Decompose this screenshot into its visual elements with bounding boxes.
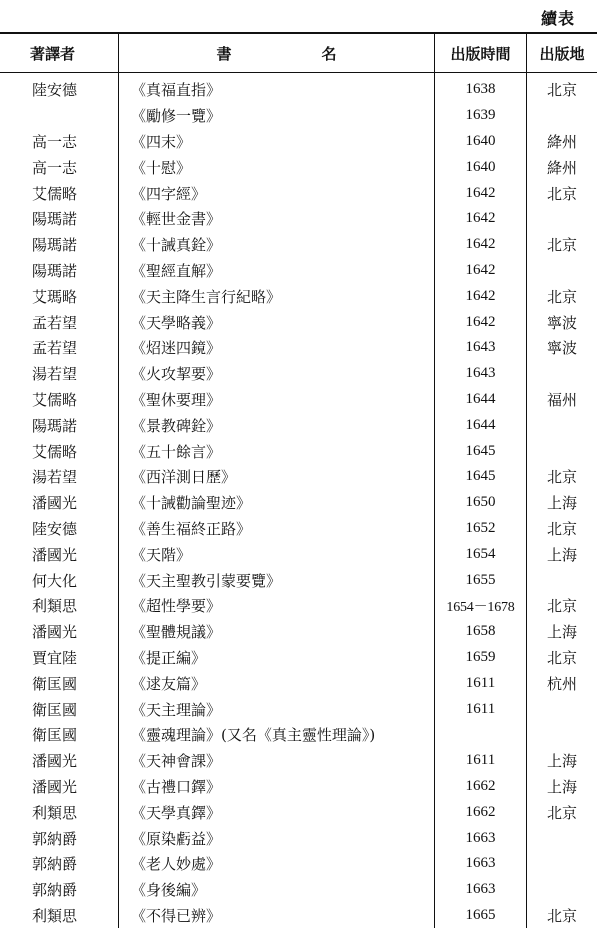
row-place: [527, 825, 597, 851]
row-author: 孟若望: [0, 335, 119, 361]
row-title: 《西洋測日歷》: [119, 464, 435, 490]
row-author: 艾儒略: [0, 438, 119, 464]
row-year: 1652: [435, 516, 527, 542]
row-author: [0, 103, 119, 129]
row-place: 絳州: [527, 129, 597, 155]
row-title: 《景教碑銓》: [119, 412, 435, 438]
row-place: 北京: [527, 464, 597, 490]
row-author: 湯若望: [0, 361, 119, 387]
row-title: 《十慰》: [119, 154, 435, 180]
row-title: 《四字經》: [119, 180, 435, 206]
table-row: [0, 567, 597, 593]
continued-table-label: 續表: [541, 6, 575, 29]
header-place: 出版地: [527, 34, 597, 72]
row-author: 艾儒略: [0, 387, 119, 413]
header-title: [119, 34, 435, 72]
row-author: 潘國光: [0, 774, 119, 800]
row-place: [527, 567, 597, 593]
row-title: 《身後編》: [119, 877, 435, 903]
row-year: 1611: [435, 748, 527, 774]
row-author: 衛匡國: [0, 696, 119, 722]
row-place: 上海: [527, 490, 597, 516]
row-year: 1642: [435, 206, 527, 232]
row-title: 《十誡勸論聖迹》: [119, 490, 435, 516]
row-year: 1658: [435, 619, 527, 645]
row-year: 1642: [435, 180, 527, 206]
row-place: [527, 438, 597, 464]
row-title: 《天主理論》: [119, 696, 435, 722]
row-title: 《原染虧益》: [119, 825, 435, 851]
row-author: 湯若望: [0, 464, 119, 490]
row-author: 潘國光: [0, 748, 119, 774]
table-row: [0, 825, 597, 851]
table-row: [0, 103, 597, 129]
row-year: 1654－1678: [435, 593, 527, 619]
table-row: [0, 851, 597, 877]
row-author: 郭納爵: [0, 877, 119, 903]
row-title: 《靈魂理論》(又名《真主靈性理論》): [119, 722, 435, 748]
row-place: [527, 851, 597, 877]
row-title: 《四末》: [119, 129, 435, 155]
header-title-left: 書: [216, 43, 231, 64]
row-author: 潘國光: [0, 541, 119, 567]
table-row: [0, 696, 597, 722]
table-row: [0, 877, 597, 903]
row-place: 杭州: [527, 670, 597, 696]
row-author: 孟若望: [0, 309, 119, 335]
row-year: 1665: [435, 903, 527, 928]
row-year: 1663: [435, 877, 527, 903]
row-title: 《天學真鐸》: [119, 799, 435, 825]
table-row: [0, 516, 597, 542]
table-row: [0, 232, 597, 258]
row-author: 賈宜陸: [0, 645, 119, 671]
table-row: [0, 774, 597, 800]
row-place: [527, 258, 597, 284]
row-place: 上海: [527, 774, 597, 800]
row-place: 上海: [527, 748, 597, 774]
row-title: 《十誡真銓》: [119, 232, 435, 258]
row-title: 《火攻挈要》: [119, 361, 435, 387]
row-title: 《超性學要》: [119, 593, 435, 619]
row-year: 1654: [435, 541, 527, 567]
row-author: 高一志: [0, 154, 119, 180]
row-year: 1645: [435, 438, 527, 464]
row-year: 1638: [435, 77, 527, 103]
row-year: 1642: [435, 283, 527, 309]
book-table: [0, 32, 597, 928]
row-place: 北京: [527, 903, 597, 928]
table-row: [0, 722, 597, 748]
row-place: 北京: [527, 516, 597, 542]
table-row: [0, 490, 597, 516]
table-row: [0, 309, 597, 335]
table-row: [0, 258, 597, 284]
row-year: 1644: [435, 387, 527, 413]
row-author: 陽瑪諾: [0, 258, 119, 284]
row-author: 高一志: [0, 129, 119, 155]
table-row: [0, 387, 597, 413]
row-place: [527, 877, 597, 903]
row-year: 1643: [435, 335, 527, 361]
row-year: 1650: [435, 490, 527, 516]
row-title: 《真福直指》: [119, 77, 435, 103]
row-place: 上海: [527, 619, 597, 645]
row-year: 1643: [435, 361, 527, 387]
table-body: [0, 77, 597, 928]
row-title: 《不得已辨》: [119, 903, 435, 928]
row-year: 1645: [435, 464, 527, 490]
row-title: 《輕世金書》: [119, 206, 435, 232]
table-row: [0, 799, 597, 825]
row-place: 北京: [527, 593, 597, 619]
row-year: 1655: [435, 567, 527, 593]
table-row: [0, 412, 597, 438]
table-row: [0, 361, 597, 387]
table-row: [0, 438, 597, 464]
row-title: 《炤迷四鏡》: [119, 335, 435, 361]
header-title-right: 名: [322, 43, 337, 64]
row-year: 1663: [435, 851, 527, 877]
row-author: 陸安德: [0, 77, 119, 103]
table-row: [0, 129, 597, 155]
row-year: 1659: [435, 645, 527, 671]
table-header: [0, 34, 597, 73]
row-year: 1662: [435, 774, 527, 800]
row-place: [527, 361, 597, 387]
row-year: 1640: [435, 129, 527, 155]
row-year: 1662: [435, 799, 527, 825]
row-place: 絳州: [527, 154, 597, 180]
table-row: [0, 593, 597, 619]
row-title: 《善生福終正路》: [119, 516, 435, 542]
row-place: [527, 206, 597, 232]
header-year: 出版時間: [435, 34, 527, 72]
row-title: 《勵修一覽》: [119, 103, 435, 129]
table-row: [0, 335, 597, 361]
row-place: [527, 696, 597, 722]
row-place: 北京: [527, 645, 597, 671]
row-title: 《五十餘言》: [119, 438, 435, 464]
row-author: 陽瑪諾: [0, 412, 119, 438]
row-title: 《老人妙處》: [119, 851, 435, 877]
row-author: 陽瑪諾: [0, 232, 119, 258]
row-year: 1644: [435, 412, 527, 438]
row-year: 1642: [435, 309, 527, 335]
row-author: 利類思: [0, 903, 119, 928]
table-row: [0, 283, 597, 309]
row-place: 北京: [527, 232, 597, 258]
row-place: [527, 722, 597, 748]
row-author: 陸安德: [0, 516, 119, 542]
row-title: 《天學略義》: [119, 309, 435, 335]
row-author: 何大化: [0, 567, 119, 593]
row-year: 1611: [435, 696, 527, 722]
row-author: 衛匡國: [0, 670, 119, 696]
row-place: 福州: [527, 387, 597, 413]
table-row: [0, 903, 597, 928]
table-row: [0, 180, 597, 206]
row-place: [527, 103, 597, 129]
row-title: 《天主降生言行紀略》: [119, 283, 435, 309]
row-title: 《逑友篇》: [119, 670, 435, 696]
row-title: 《提正編》: [119, 645, 435, 671]
row-year: 1642: [435, 258, 527, 284]
table-row: [0, 77, 597, 103]
row-place: 北京: [527, 799, 597, 825]
table-row: [0, 748, 597, 774]
row-place: 寧波: [527, 335, 597, 361]
row-place: 北京: [527, 77, 597, 103]
row-author: 陽瑪諾: [0, 206, 119, 232]
table-row: [0, 541, 597, 567]
row-title: 《聖休要理》: [119, 387, 435, 413]
row-place: 寧波: [527, 309, 597, 335]
header-author: 著譯者: [0, 34, 119, 72]
row-place: 北京: [527, 180, 597, 206]
row-year: 1640: [435, 154, 527, 180]
row-title: 《天神會課》: [119, 748, 435, 774]
row-title: 《天階》: [119, 541, 435, 567]
row-author: 郭納爵: [0, 825, 119, 851]
row-year: 1663: [435, 825, 527, 851]
row-author: 艾瑪略: [0, 283, 119, 309]
row-author: 利類思: [0, 799, 119, 825]
row-year: 1611: [435, 670, 527, 696]
row-author: 利類思: [0, 593, 119, 619]
table-row: [0, 619, 597, 645]
row-title: 《古禮口鐸》: [119, 774, 435, 800]
table-row: [0, 645, 597, 671]
row-author: 潘國光: [0, 619, 119, 645]
row-author: 艾儒略: [0, 180, 119, 206]
row-year: 1642: [435, 232, 527, 258]
table-row: [0, 670, 597, 696]
row-place: 上海: [527, 541, 597, 567]
row-title: 《聖體規議》: [119, 619, 435, 645]
row-title: 《天主聖教引蒙要覽》: [119, 567, 435, 593]
row-author: 郭納爵: [0, 851, 119, 877]
row-title: 《聖經直解》: [119, 258, 435, 284]
row-place: [527, 412, 597, 438]
row-place: 北京: [527, 283, 597, 309]
table-row: [0, 464, 597, 490]
table-row: [0, 154, 597, 180]
row-author: 潘國光: [0, 490, 119, 516]
table-row: [0, 206, 597, 232]
row-year: [435, 722, 527, 748]
row-author: 衛匡國: [0, 722, 119, 748]
row-year: 1639: [435, 103, 527, 129]
